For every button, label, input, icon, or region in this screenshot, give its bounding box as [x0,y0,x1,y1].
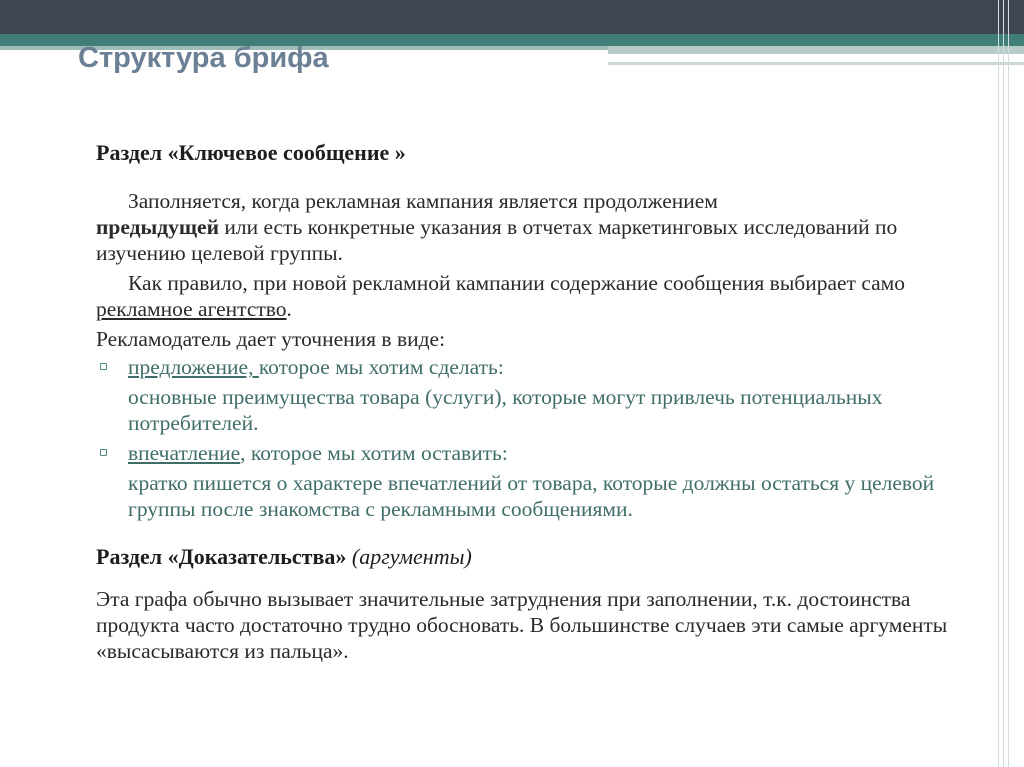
top-band-dark [0,0,1024,34]
top-band-light-right [608,46,1024,54]
section1-heading: Раздел «Ключевое сообщение » [96,140,406,165]
section2 [96,544,976,664]
list-term[interactable]: впечатление [128,441,241,465]
list-item: предложение, которое мы хотим сделать: основные преимущества товара (услуги), которые могут привлечь потенциальных потребителей. [96,354,976,436]
list-item: впечатление, которое мы хотим оставить: кратко пишется о характере впечатлений от товара, которые должны остаться у целевой группы после знакомства с рекламными сообщениями. [96,440,976,522]
section1-paragraph2: Как правило, при новой рекламной кампании содержание сообщения выбирает само рекламное агентство. [96,271,906,321]
square-bullet-icon [100,449,107,456]
section1-paragraph3: Рекламодатель дает уточнения в виде: [96,327,446,351]
section2-heading: Раздел «Доказательства» (аргументы) [96,544,472,569]
heading-note: (аргументы) [346,544,472,569]
section1-paragraph1: Заполняется, когда рекламная кампания является продолжением предыдущей или есть конкретные указания в отчетах маркетинговых исследований по изучению целевой группы. [96,189,898,265]
top-band-thin-line [608,62,1024,65]
slide-title: Структура брифа [78,42,329,74]
bold-word: предыдущей [96,215,219,239]
list-detail: основные преимущества товара (услуги), которые могут привлечь потенциальных потребителей. [128,385,883,435]
clarification-list [96,354,976,522]
list-detail: кратко пишется о характере впечатлений от товара, которые должны остаться у целевой группы после знакомства с рекламными сообщениями. [128,471,935,521]
list-term[interactable]: предложение, [128,355,259,379]
square-bullet-icon [100,363,107,370]
right-edge-lines [994,0,1024,767]
section2-paragraph: Эта графа обычно вызывает значительные затруднения при заполнении, т.к. достоинства продукта часто достаточно трудно обосновать. В большинстве случаев эти самые аргументы «высасываются из пальца». [96,587,948,663]
agency-link[interactable]: рекламное агентство [96,297,287,321]
slide-body [96,140,976,664]
